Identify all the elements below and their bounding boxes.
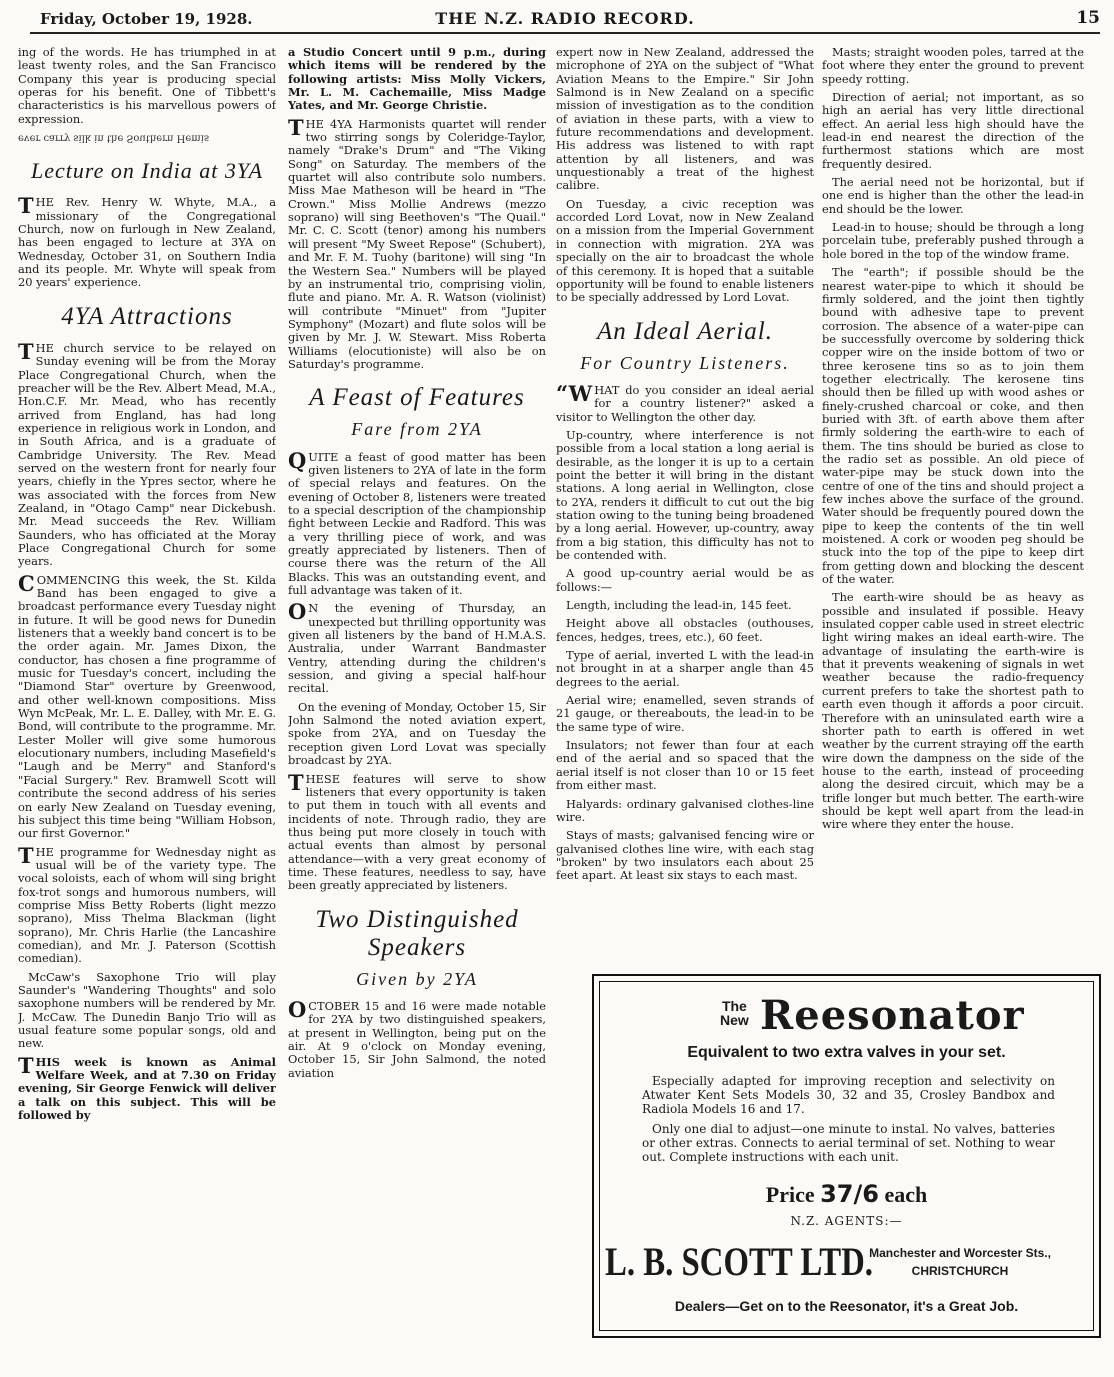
masthead: [30, 6, 1100, 34]
article-paragraph: O N the evening of Thursday, an unexpected but thrilling opportunity was given all listeners by the band of H.M.A.S. Australia, under Warrant Bandmaster Ventry, attending during the children's session, and giving a special half-hour recital.: [288, 599, 546, 696]
continued-text: expert now in New Zealand, addressed the microphone of 2YA on the subject of "What Aviation Means to the Empire." Sir John Salmond is in New Zealand on a specific mission of investigation as to the condition of aviation in these parts, with a view to future recommendations and development. His address was listened to with rapt attention by all listeners, and was unquestionably a treat of the highest calibre.: [556, 46, 814, 193]
drop-cap: C: [18, 570, 35, 596]
article-paragraph: THE Rev. Henry W. Whyte, M.A., a missionary of the Congregational Church, now on furlough in New Zealand, has been engaged to lecture at 3YA on Wednesday, October 31, on Southern India and its people. Mr. Whyte will speak from 20 years' experience.: [18, 193, 276, 290]
drop-cap: Q: [288, 447, 307, 473]
article-paragraph: Direction of aerial; not important, as so high an aerial has very little directional effect. An aerial less high should have the lead-in end nearest the direction of the furthermost stations which are most frequently desired.: [822, 90, 1084, 171]
article-paragraph: Stays of masts; galvanised fencing wire or galvanised clothes line wire, with each stag "broken" by two insulators each about 25 feet apart. At least six stays to each mast.: [556, 828, 814, 883]
article-paragraph: The earth-wire should be as heavy as possible and insulated if possible. Heavy insulated copper cable used in street electric light wiring makes an ideal earth-wire. The advantage of insulating the earth-wire is that it prevents weakening of signals in wet weather because the radio-frequency current prefers to take the shortest path to earth even though it affords a poor circuit. Therefore with an uninsulated earth wire a shorter path to earth is offered in wet weather by the current straying off the earth wire down the dampness on the side of the house to the earth, instead of proceeding along the desired circuit, which may be a trifle longer but much better. The earth-wire should be kept well apart from the lead-in wire where they enter the house.: [822, 590, 1084, 832]
article-paragraph: Aerial wire; enamelled, seven strands of 21 gauge, or thereabouts, the lead-in to be the same type of wire.: [556, 693, 814, 734]
column-4: [822, 46, 1084, 956]
article-paragraph: Halyards: ordinary galvanised clothes-line wire.: [556, 796, 814, 824]
article-paragraph: A good up-country aerial would be as follows:—: [556, 566, 814, 594]
drop-cap: T: [288, 769, 304, 795]
ad-agent-address: Manchester and Worcester Sts., CHRISTCHURCH: [869, 1246, 1051, 1278]
drop-cap: O: [288, 996, 307, 1022]
subheadline-given-by-2ya: Given by 2YA: [356, 968, 478, 989]
drop-cap: T: [18, 338, 34, 364]
headline-lecture-india: Lecture on India at 3YA: [30, 158, 264, 184]
ad-price: Price 37/6 each: [765, 1180, 928, 1208]
drop-cap: T: [288, 114, 304, 140]
article-paragraph: Up-country, where interference is not possible from a local station a long aerial is desirable, as the longer it is up to a certain point the better it will bring in the distant stations. A long aerial in Wellington, close to 2YA, renders it difficult to cut out the big station owing to the tuning being broadened by a long aerial. However, up-country, away from a big station, this difficulty has not to be contended with.: [556, 427, 814, 562]
ad-footer-slogan: Dealers—Get on to the Reesonator, it's a Great Job.: [674, 1298, 1019, 1314]
column-3: [556, 46, 814, 956]
publication-title: THE N.Z. RADIO RECORD.: [435, 9, 695, 28]
drop-cap: T: [18, 193, 34, 219]
drop-cap: T: [18, 842, 34, 868]
subheadline-fare-from-2ya: Fare from 2YA: [351, 419, 483, 440]
ad-body-paragraph: Only one dial to adjust—one minute to instal. No valves, batteries or other extras. Connects to aerial terminal of set. Nothing to wear out. Complete instructions with each unit.: [642, 1122, 1055, 1164]
article-paragraph: THE church service to be relayed on Sunday evening will be from the Moray Place Congregational Church, when the preacher will be the Rev. Albert Mead, M.A., Hon.C.F. Mr. Mead, who has recently arrived from England, has had long experience in religious work in London, and in South Africa, and is a graduate of Cambridge University. The Rev. Mead served on the western front for nearly four years, chiefly in the Ypres sector, where he was associated with the forces from New Zealand, in "Otago Camp" near Dickebush. Mr. Mead succeeds the Rev. William Saunders, who has officiated at the Moray Place Congregational Church for some years.: [18, 338, 276, 569]
reesonator-advertisement: [592, 974, 1101, 1338]
article-paragraph: The "earth"; if possible should be the nearest water-pipe to which it should be firmly soldered, and the joint then tightly bound with adhesive tape to prevent corrosion. The absence of a water-pipe can be successfully overcome by soldering thick copper wire on the inside bottom of two or three kerosene tins so as to join them together electrically. The kerosene tins should then be filled up with wood ashes or finely-crushed charcoal or coke, and then buried with 3ft. of earth above them after firmly soldering the earth-wire to each of them. The tins should be buried as close to the radio set as possible. An old piece of water-pipe may be stuck down into the centre of one of the tins and should project a few inches above the surface of the ground. Water should be frequently poured down the pipe to keep the contents of the tin well moistened. A cork or wooden peg should be stuck into the top of the pipe to keep dirt from getting down and blocking the descent of the water.: [822, 265, 1084, 587]
drop-cap: T: [18, 1052, 34, 1078]
ad-agent-name: L. B. SCOTT LTD.: [605, 1239, 873, 1284]
article-paragraph: Length, including the lead-in, 145 feet.: [566, 598, 792, 613]
article-paragraph: THESE features will serve to show listeners that every opportunity is taken to put them in touch with all events and incidents of note. Through radio, they are thus being put more closely in touch with actual events than almost by personal attendance—with a very great economy of time. These features, needless to say, have been greatly appreciated by listeners.: [288, 769, 546, 893]
ad-body-paragraph: Especially adapted for improving reception and selectivity on Atwater Kent Sets Models 30, 32 and 35, Crosley Bandbox and Radiola Models 16 and 17.: [642, 1074, 1055, 1116]
ad-body: [642, 1074, 1055, 1170]
ad-inner-border: [599, 981, 1094, 1331]
article-paragraph: THIS week is known as Animal Welfare Week, and at 7.30 on Friday evening, Sir George Fenwick will deliver a talk on this subject. This will be followed by: [18, 1052, 276, 1123]
article-paragraph: Type of aerial, inverted L with the lead-in not brought in at a sharper angle than 45 degrees to the aerial.: [556, 648, 814, 689]
article-paragraph: “WHAT do you consider an ideal aerial for a country listener?" asked a visitor to Wellington the other day.: [556, 380, 814, 424]
continued-text: a Studio Concert until 9 p.m., during which items will be rendered by the following artists: Miss Molly Vickers, Mr. L. M. Cachemaille, Miss Madge Yates, and Mr. George Christie.: [288, 46, 546, 113]
page-number: 15: [1076, 8, 1100, 28]
article-paragraph: On the evening of Monday, October 15, Sir John Salmond the noted aviation expert, spoke from 2YA, and on Tuesday the reception given Lord Lovat was specially broadcast by 2YA.: [288, 699, 546, 768]
column-1: [18, 46, 276, 1346]
headline-two-distinguished: Two Distinguished: [315, 905, 519, 933]
column-2: [288, 46, 546, 1346]
headline-speakers: Speakers: [367, 933, 467, 961]
article-paragraph: Lead-in to house; should be through a long porcelain tube, preferably pushed through a hole bored in the top of the window frame.: [822, 220, 1084, 261]
headline-ideal-aerial: An Ideal Aerial.: [597, 317, 773, 345]
subheadline-country-listeners: For Country Listeners.: [580, 352, 790, 373]
article-paragraph: THE 4YA Harmonists quartet will render two stirring songs by Coleridge-Taylor, namely "Drake's Drum" and "The Viking Song" on Saturday. The members of the quartet will also contribute solo numbers. Miss Mae Matheson will be heard in "The Crown." Miss Mollie Andrews (mezzo soprano) will sing Beethoven's "The Quail." Mr. C. C. Scott (tenor) among his numbers will present "My Sweet Repose" (Schubert), and Mr. F. M. Tuohy (baritone) will sing "In the Western Sea." Numbers will be played by an instrumental trio, comprising violin, flute and piano. Mr. A. R. Watson (violinist) will contribute "Minuet" from "Jupiter Symphony" (Mozart) and flute solos will be given by Mr. J. W. Stewart. Miss Roberta Williams (elocutioniste) will also be on Saturday's programme.: [288, 114, 546, 371]
article-paragraph: Height above all obstacles (outhouses, fences, hedges, trees, etc.), 60 feet.: [556, 616, 814, 644]
ad-agents-label: N.Z. AGENTS:—: [790, 1214, 903, 1228]
issue-date: Friday, October 19, 1928.: [40, 10, 253, 28]
continued-text: ing of the words. He has triumphed in at least twenty roles, and the San Francisco Company this year is producing special operas for his benefit. One of Tibbett's characteristics is his marvellous powers of expression.: [18, 46, 276, 126]
headline-4ya-attractions: 4YA Attractions: [61, 302, 233, 330]
drop-cap: O: [288, 599, 307, 625]
ad-the-new: The New: [720, 998, 749, 1028]
ad-brand-name: Reesonator: [760, 992, 1025, 1039]
article-paragraph: THE programme for Wednesday night as usual will be of the variety type. The vocal soloists, each of whom will sing bright fox-trot songs and humorous numbers, will comprise Miss Betty Roberts (light mezzo soprano), Miss Thelma Blackman (light soprano), Mr. Chris Harlie (the Lancashire comedian), and Mr. J. Paterson (Scottish comedian).: [18, 842, 276, 966]
inverted-text-line: ever carry silk in the Southern Hemis: [18, 132, 210, 144]
article-paragraph: McCaw's Saxophone Trio will play Saunder's "Wandering Thoughts" and solo saxophone numbers will be rendered by Mr. J. McCaw. The Dunedin Banjo Trio will as usual feature some popular songs, old and new.: [18, 969, 276, 1051]
ad-tagline: Equivalent to two extra valves in your set.: [687, 1044, 1006, 1061]
article-paragraph: OCTOBER 15 and 16 were made notable for 2YA by two distinguished speakers, at present in Wellington, being put on the air. At 9 o'clock on Monday evening, October 15, Sir John Salmond, the noted aviation: [288, 996, 546, 1080]
article-paragraph: On Tuesday, a civic reception was accorded Lord Lovat, now in New Zealand on a mission from the Imperial Government in connection with migration. 2YA was specially on the air to broadcast the whole of this ceremony. It is hoped that a suitable opportunity will be found to enable listeners to be specially addressed by Lord Lovat.: [556, 196, 814, 305]
drop-cap: “W: [556, 380, 593, 406]
headline-feast-of-features: A Feast of Features: [309, 384, 525, 412]
article-paragraph: COMMENCING this week, the St. Kilda Band has been engaged to give a broadcast performance every Tuesday night in future. It will be good news for Dunedin listeners that a weekly band concert is to be the order again. Mr. James Dixon, the conductor, has chosen a fine programme of music for Tuesday's concert, including the "Diamond Star" overture by Greenwood, and other well-known compositions. Miss Wyn McPeak, Mr. L. E. Dalley, with Mr. E. G. Bond, will contribute to the programme. Mr. Lester Moller will give some humorous elocutionary numbers, including Masefield's "Laugh and be Merry" and Stanford's "Facial Surgery." Rev. Bramwell Scott will contribute the second address of his series on early New Zealand on Tuesday evening, his subject this time being "William Hobson, our first Governor.": [18, 570, 276, 841]
article-paragraph: The aerial need not be horizontal, but if one end is higher than the other the lead-in end should be the lower.: [822, 175, 1084, 216]
article-paragraph: Insulators; not fewer than four at each end of the aerial and so spaced that the aerial itself is not closer than 10 or 15 feet from either mast.: [556, 738, 814, 793]
article-paragraph: Masts; straight wooden poles, tarred at the foot where they enter the ground to prevent speedy rotting.: [822, 46, 1084, 86]
article-paragraph: QUITE a feast of good matter has been given listeners to 2YA of late in the form of special relays and features. On the evening of October 8, listeners were treated to a special description of the championship fight between Leckie and Radford. This was a very thrilling piece of work, and was greatly appreciated by listeners. Then of course there was the return of the All Blacks. This was an outstanding event, and full advantage was taken of it.: [288, 447, 546, 598]
